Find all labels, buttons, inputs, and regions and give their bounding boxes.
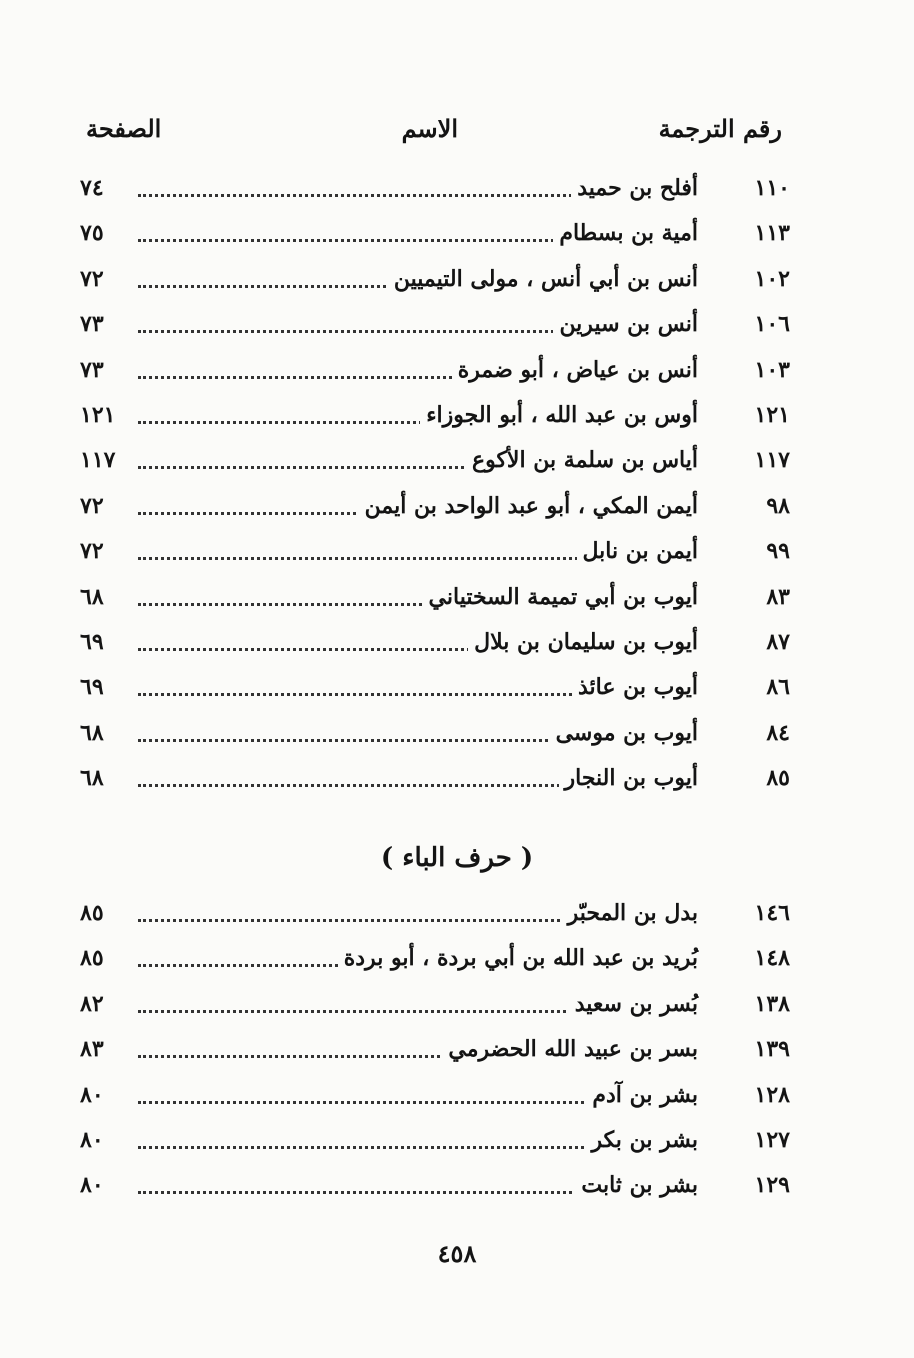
entry-number: ١٣٩ [754, 1036, 790, 1063]
entry-name: أيوب بن موسى [550, 713, 698, 753]
index-entry [80, 486, 790, 526]
index-entry [80, 259, 790, 299]
entry-name: أفلح بن حميد [571, 168, 698, 208]
entry-name: أيوب بن أبي تميمة السختياني [423, 577, 698, 617]
entry-name: بسر بن عبيد الله الحضرمي [442, 1029, 698, 1069]
entry-page: ٧٤ [80, 175, 104, 201]
entry-page: ٦٨ [80, 719, 104, 746]
index-entry [80, 1120, 790, 1160]
entry-name: بدل بن المحبّر [562, 893, 698, 933]
column-header-number: رقم الترجمة [658, 114, 782, 143]
index-entry [80, 938, 790, 978]
index-entry [80, 667, 790, 707]
entry-page: ٨٥ [80, 900, 104, 926]
entry-name: بشر بن ثابت [575, 1165, 698, 1205]
entry-page: ٨٠ [80, 1127, 104, 1153]
entry-name: أوس بن عبد الله ، أبو الجوزاء [420, 395, 698, 435]
index-entry [80, 440, 790, 480]
entry-page: ٨٢ [80, 990, 104, 1017]
entry-number: ٨٣ [766, 583, 790, 610]
entry-number: ١٤٦ [754, 900, 790, 926]
entry-page: ١١٧ [80, 447, 116, 474]
entry-number: ١٠٢ [754, 265, 790, 292]
entry-name: أيوب بن سليمان بن بلال [468, 622, 698, 662]
entry-name: أيوب بن عائذ [572, 667, 698, 707]
entry-name: أيمن بن نابل [577, 531, 699, 571]
entry-number: ٨٦ [766, 674, 790, 701]
section-baa-title: ( حرف الباء ) [380, 843, 534, 873]
entry-page: ٧٥ [80, 220, 104, 247]
entry-page: ٦٨ [80, 765, 104, 792]
entry-page: ٧٣ [80, 356, 104, 383]
entry-name: أنس بن أبي أنس ، مولى التيميين [388, 259, 698, 299]
entry-page: ٨٣ [80, 1036, 104, 1063]
index-entry [80, 1029, 790, 1069]
index-entry [80, 168, 790, 208]
entry-number: ١٤٨ [754, 945, 790, 972]
entry-number: ١٢١ [754, 402, 790, 428]
entry-number: ١١٣ [754, 220, 790, 247]
entry-number: ١١٠ [754, 175, 790, 201]
entry-page: ٦٩ [80, 674, 104, 701]
entry-name: بُريد بن عبد الله بن أبي بردة ، أبو بردة [338, 938, 698, 978]
entry-name: بشر بن بكر [586, 1120, 699, 1160]
index-entry [80, 577, 790, 617]
index-entry [80, 304, 790, 344]
entry-number: ٨٥ [766, 765, 790, 792]
entry-page: ٧٢ [80, 265, 104, 292]
index-entry [80, 1075, 790, 1115]
entry-name: أياس بن سلمة بن الأكوع [466, 440, 698, 480]
entry-name: بشر بن آدم [586, 1075, 698, 1115]
entry-page: ٧٣ [80, 311, 104, 338]
column-header-page: الصفحة [86, 114, 162, 143]
entry-page: ٧٢ [80, 492, 104, 519]
entry-name: أيوب بن النجار [559, 758, 698, 798]
entry-number: ٨٤ [766, 719, 790, 746]
entry-number: ٨٧ [766, 629, 790, 655]
entry-page: ٨٥ [80, 945, 104, 972]
page-number: ٤٥٨ [437, 1239, 477, 1268]
index-entry [80, 893, 790, 933]
index-entry [80, 531, 790, 571]
entry-name: أيمن المكي ، أبو عبد الواحد بن أيمن [359, 486, 698, 526]
entry-page: ١٢١ [80, 402, 116, 428]
entry-number: ١٣٨ [754, 990, 790, 1017]
entry-number: ١٠٦ [754, 311, 790, 338]
entry-name: أنس بن سيرين [553, 304, 698, 344]
index-entry [80, 1165, 790, 1205]
column-header-name: الاسم [401, 114, 458, 143]
index-entry [80, 758, 790, 798]
entry-page: ٨٠ [80, 1172, 104, 1199]
entry-page: ٧٢ [80, 538, 104, 565]
index-entry [80, 622, 790, 662]
entry-name: أنس بن عياض ، أبو ضمرة [452, 350, 698, 390]
index-entry [80, 213, 790, 253]
index-entry [80, 395, 790, 435]
entry-name: أمية بن بسطام [553, 213, 698, 253]
entry-number: ٩٨ [766, 492, 790, 519]
entry-number: ١٢٧ [754, 1127, 790, 1153]
entry-number: ١٢٨ [754, 1081, 790, 1108]
entry-page: ٦٨ [80, 583, 104, 610]
entry-page: ٨٠ [80, 1081, 104, 1108]
entry-number: ٩٩ [766, 538, 790, 565]
entry-page: ٦٩ [80, 629, 104, 655]
entry-number: ١٢٩ [754, 1172, 790, 1199]
entry-number: ١٠٣ [754, 356, 790, 383]
index-entry [80, 350, 790, 390]
index-entry [80, 713, 790, 753]
index-entry [80, 984, 790, 1024]
entry-number: ١١٧ [754, 447, 790, 474]
entry-name: بُسر بن سعيد [569, 984, 698, 1024]
